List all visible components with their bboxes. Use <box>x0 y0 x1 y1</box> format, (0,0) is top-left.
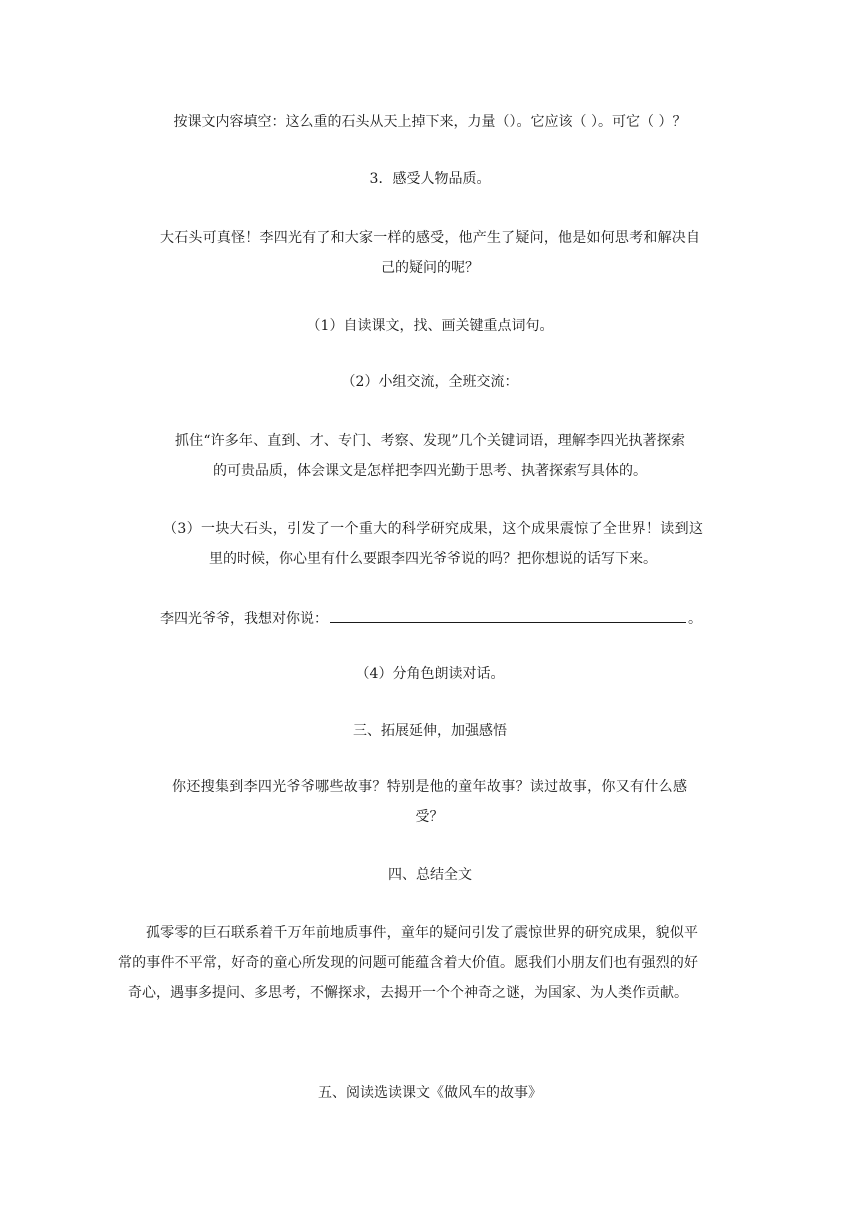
write-to-li-siguang-line <box>160 604 720 634</box>
section-four-heading: 四、总结全文 <box>388 867 472 883</box>
write-prompt-end: 。 <box>688 611 702 627</box>
summary-paragraph: 孤零零的巨石联系着千万年前地质事件，童年的疑问引发了震惊世界的研究成果，貌似平常的事件不平常，好奇的童心所发现的问题可能蕴含着大价值。愿我们小朋友们也有强烈的好奇心，遇事多提问、多思考，不懈探求，去揭开一个个神奇之谜，为国家、为人类作贡献。 <box>118 925 698 1001</box>
extension-question: 你还搜集到李四光爷爷哪些故事？特别是他的童年故事？读过故事，你又有什么感受？ <box>172 779 687 825</box>
step-3-text: （3）一块大石头，引发了一个重大的科学研究成果，这个成果震惊了全世界！读到这里的时候，你心里有什么要跟李四光爷爷说的吗？把你想说的话写下来。 <box>163 521 703 567</box>
keywords-paragraph: 抓住“许多年、直到、才、专门、考察、发现”几个关键词语，理解李四光执著探索的可贵品质，体会课文是怎样把李四光勤于思考、执著探索写具体的。 <box>175 433 685 479</box>
step-1-text: （1）自读课文，找、画关键重点词句。 <box>306 318 554 334</box>
fill-in-blank-question: 按课文内容填空：这么重的石头从天上掉下来，力量（）。它应该（ ）。可它（ ）？ <box>173 114 687 130</box>
section-three-heading: 三、拓展延伸，加强感悟 <box>353 723 507 739</box>
write-prompt-label: 李四光爷爷，我想对你说： <box>160 611 328 627</box>
question-paragraph: 大石头可真怪！李四光有了和大家一样的感受，他产生了疑问，他是如何思考和解决自己的疑问的呢？ <box>160 230 700 276</box>
step-4-text: （4）分角色朗读对话。 <box>355 666 505 682</box>
section-3-heading: 3．感受人物品质。 <box>369 171 491 187</box>
answer-blank-line <box>330 606 686 623</box>
step-2-text: （2）小组交流，全班交流： <box>341 374 519 390</box>
section-five-heading: 五、阅读选读课文《做风车的故事》 <box>318 1085 542 1101</box>
